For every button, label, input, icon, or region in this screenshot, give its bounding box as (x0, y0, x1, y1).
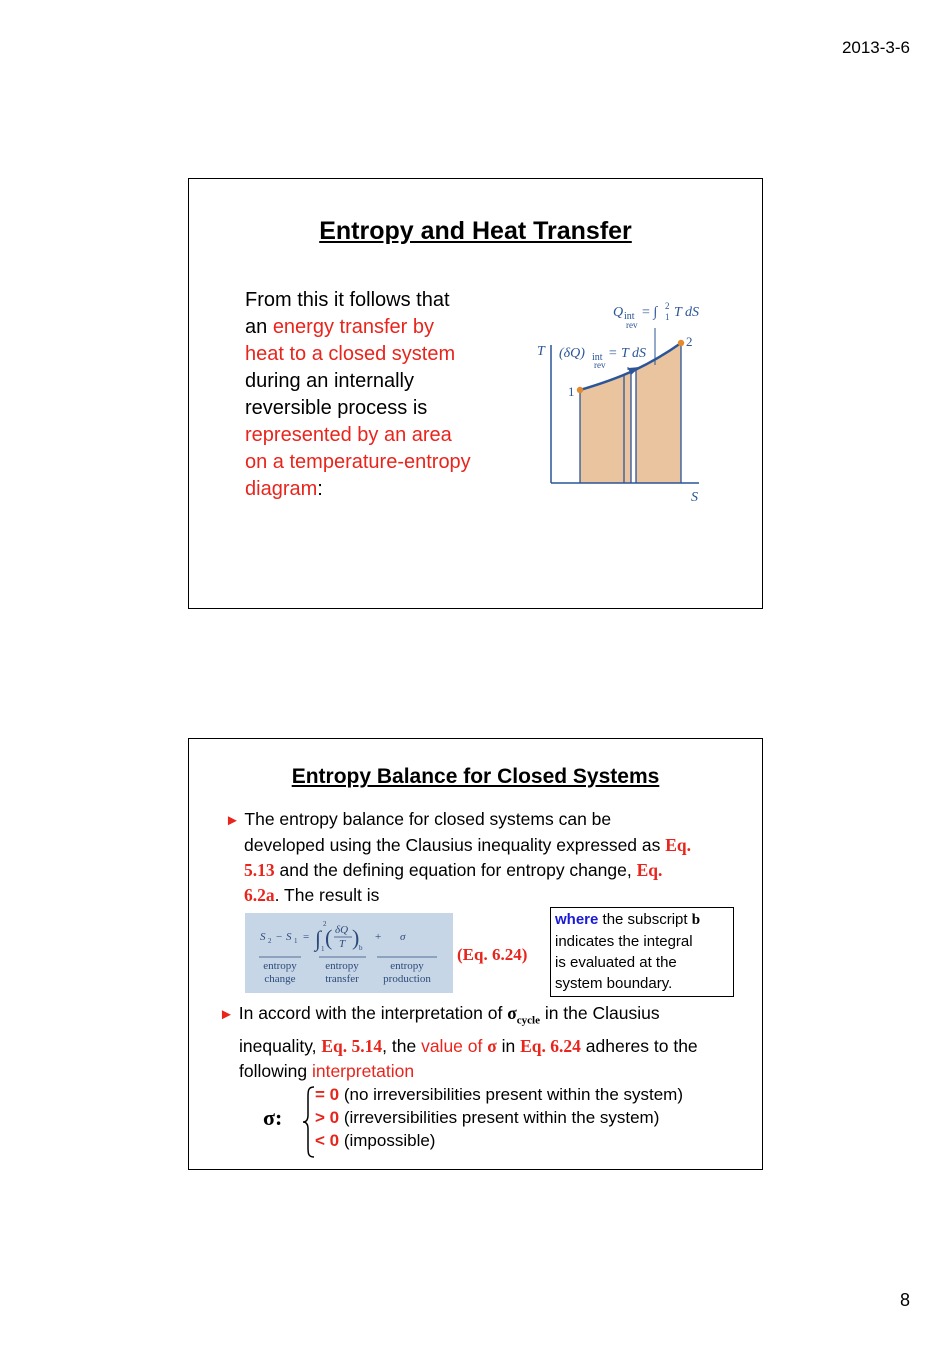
body-line: heat to a closed system (245, 343, 456, 365)
svg-text:−: − (276, 931, 283, 943)
svg-text:entropy: entropy (325, 960, 359, 972)
slide-title: Entropy Balance for Closed Systems (291, 765, 660, 788)
svg-text:transfer: transfer (325, 973, 359, 985)
q-limit-top: 2 (665, 301, 670, 311)
q-sub-int: int (624, 311, 635, 322)
dq-label: (δQ) (559, 346, 585, 361)
bullet-arrow-icon: ► (225, 812, 240, 829)
point-1-label: 1 (568, 384, 575, 399)
sigma-cases (315, 1083, 683, 1152)
where-note-box: where the subscript b indicates the integral is evaluated at the system boundary. (550, 907, 734, 997)
svg-text:∫: ∫ (315, 926, 322, 951)
svg-text:production: production (383, 973, 431, 985)
slide-entropy-balance (188, 738, 763, 1170)
body-line: on a temperature-entropy (245, 451, 471, 473)
svg-text:1: 1 (321, 945, 325, 953)
svg-text:S: S (260, 931, 266, 943)
svg-text:σ: σ (400, 931, 406, 943)
svg-text:2: 2 (268, 937, 272, 945)
body-line: during an internally (245, 370, 414, 392)
dq-sub-int: int (592, 352, 603, 363)
slide-body-text (245, 287, 515, 503)
bullet-2: ► In accord with the interpretation of $\sigma_{cycle}$ in the Clausius inequality, Eq. 5.14, the value of σ in Eq. 6.24 adheres to the following interpretation (219, 1003, 698, 1081)
q-integrand: T dS (674, 305, 700, 320)
svg-text:): ) (352, 925, 360, 950)
svg-text:1: 1 (294, 937, 298, 945)
dq-rhs: = T dS (608, 346, 646, 361)
body-line: From this it follows that (245, 289, 450, 311)
svg-text:entropy: entropy (263, 960, 297, 972)
dq-sub-rev: rev (594, 360, 606, 370)
point-2-label: 2 (686, 334, 693, 349)
svg-text:b: b (359, 944, 363, 952)
svg-text:δQ: δQ (335, 924, 349, 936)
point-2 (678, 340, 684, 346)
ts-diagram (534, 295, 724, 505)
bullet-arrow-icon: ► (219, 1006, 234, 1023)
sigma-case: < 0 (impossible) (315, 1131, 436, 1150)
svg-text:+: + (375, 931, 382, 943)
equation-reference: (Eq. 6.24) (457, 945, 528, 964)
point-1 (577, 387, 583, 393)
entropy-balance-equation (245, 913, 453, 993)
sigma-case: = 0 (no irreversibilities present within the system) (315, 1085, 684, 1104)
sigma-case: > 0 (irreversibilities present within the system) (315, 1108, 660, 1127)
t-axis-label: T (537, 344, 545, 359)
s-axis-label: S (691, 490, 698, 505)
q-rhs: = ∫ (642, 305, 658, 320)
sigma-label: σ: (263, 1105, 283, 1130)
body-line: an energy transfer by (245, 316, 435, 338)
q-sub-rev: rev (626, 320, 638, 330)
q-limit-bot: 1 (665, 312, 670, 322)
svg-text:=: = (303, 931, 310, 943)
bullet-1: ► The entropy balance for closed systems can be developed using the Clausius inequality expressed as Eq. 5.13 and the defining equation for entropy change, Eq. 6.2a. The result is (225, 809, 692, 905)
page-number: 8 (899, 1290, 910, 1310)
page-date: 2013-3-6 (841, 38, 910, 57)
body-line: reversible process is (245, 397, 428, 419)
svg-text:2: 2 (323, 920, 327, 928)
body-line: represented by an area (245, 424, 452, 446)
slide-title: Entropy and Heat Transfer (319, 217, 632, 245)
svg-text:T: T (339, 938, 346, 950)
body-line: diagram: (245, 478, 323, 500)
left-brace (302, 1085, 316, 1159)
svg-text:entropy: entropy (390, 960, 424, 972)
svg-text:(: ( (325, 925, 333, 950)
svg-text:change: change (264, 973, 296, 985)
slide-entropy-heat-transfer (188, 178, 763, 609)
q-label: Q (613, 305, 624, 320)
svg-text:S: S (286, 931, 292, 943)
